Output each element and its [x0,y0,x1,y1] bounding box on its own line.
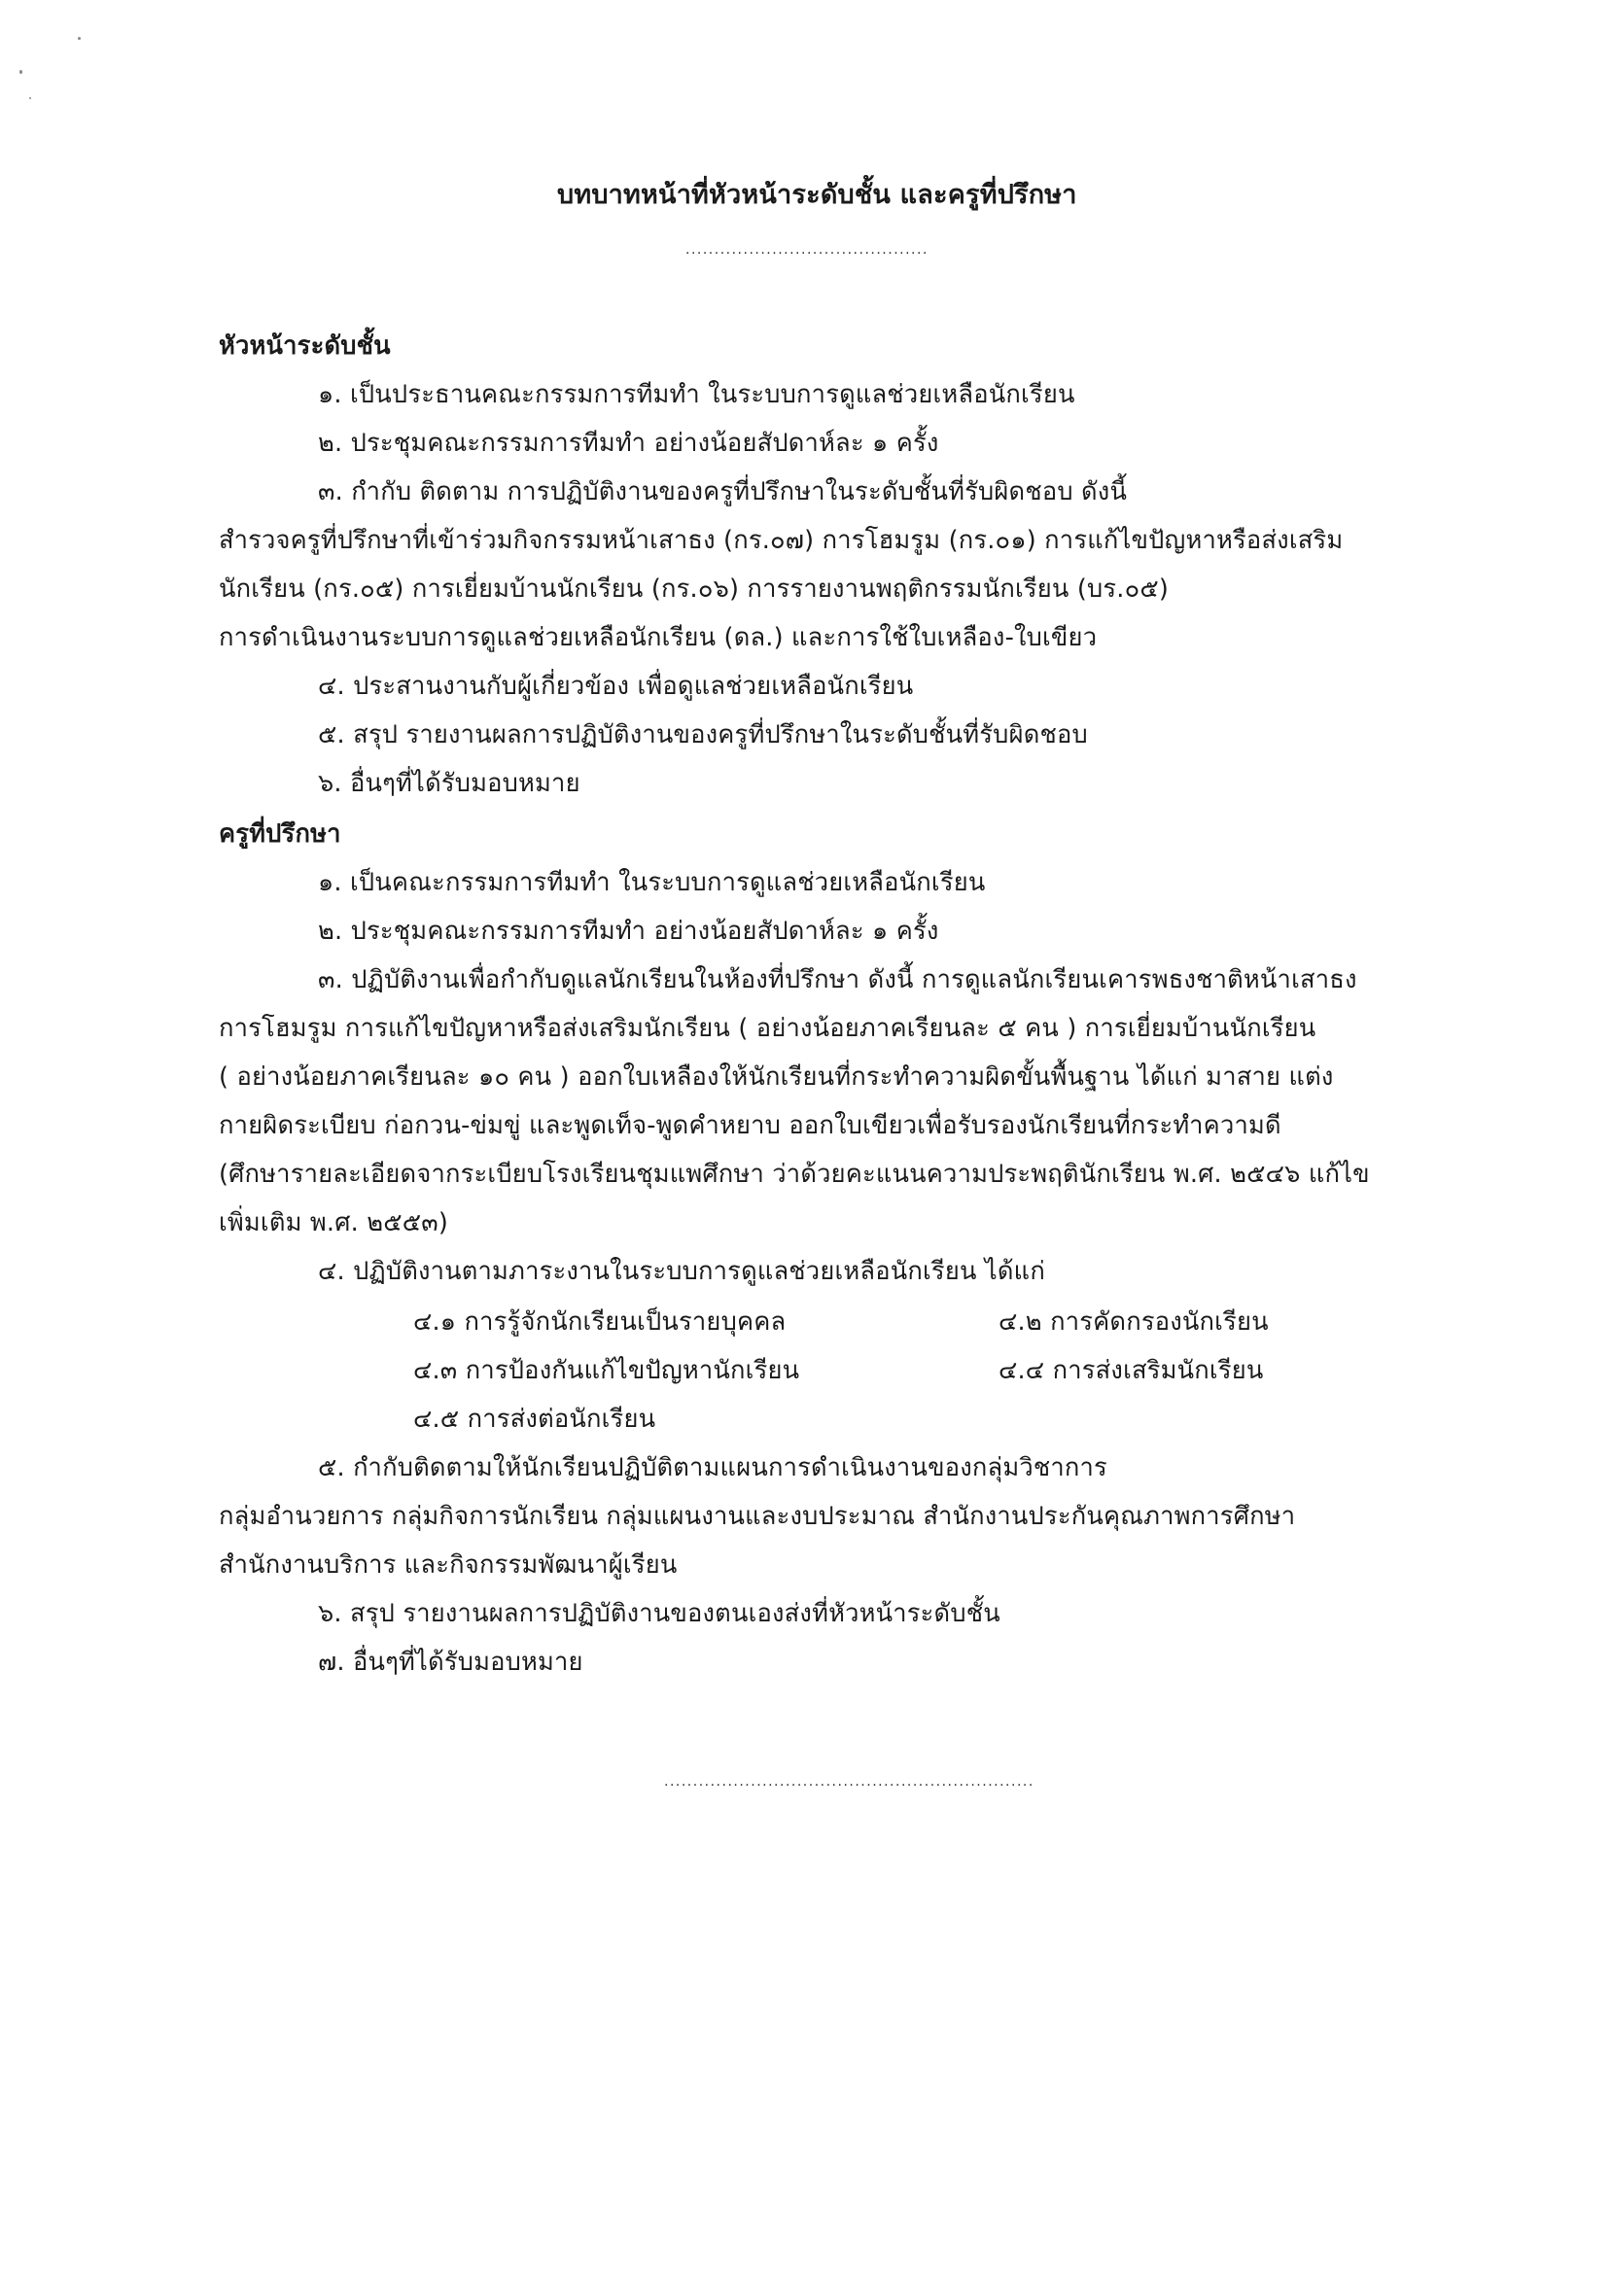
list-item: ๒. ประชุมคณะกรรมการทีมทำ อย่างน้อยสัปดาห์ละ ๑ ครั้ง [318,917,939,946]
list-item-continuation: การโฮมรูม การแก้ไขปัญหาหรือส่งเสริมนักเรียน ( อย่างน้อยภาคเรียนละ ๕ คน ) การเยี่ยมบ้านนักเรียน [219,1014,1316,1043]
sub-item: ๔.๔ การส่งเสริมนักเรียน [999,1356,1264,1385]
list-item: ๔. ประสานงานกับผู้เกี่ยวข้อง เพื่อดูแลช่วยเหลือนักเรียน [318,672,914,701]
scan-speck [19,70,22,74]
list-item-continuation: สำรวจครูที่ปรึกษาที่เข้าร่วมกิจกรรมหน้าเสาธง (กร.๐๗) การโฮมรูม (กร.๐๑) การแก้ไขปัญหาหรือส่งเสริม [219,526,1344,555]
list-item-continuation: เพิ่มเติม พ.ศ. ๒๕๕๓) [219,1208,449,1237]
sub-item: ๔.๕ การส่งต่อนักเรียน [413,1405,656,1434]
list-item-continuation: ( อย่างน้อยภาคเรียนละ ๑๐ คน ) ออกใบเหลืองให้นักเรียนที่กระทำความผิดขั้นพื้นฐาน ได้แก่ มาสาย แต่ง [219,1062,1334,1092]
list-item: ๗. อื่นๆที่ได้รับมอบหมาย [318,1648,583,1677]
list-item: ๒. ประชุมคณะกรรมการทีมทำ อย่างน้อยสัปดาห์ละ ๑ ครั้ง [318,429,939,458]
list-item: ๕. สรุป รายงานผลการปฏิบัติงานของครูที่ปรึกษาในระดับชั้นที่รับผิดชอบ [318,720,1088,749]
page-title: บทบาทหน้าที่หัวหน้าระดับชั้น และครูที่ปรึกษา [557,180,1077,210]
list-item-continuation: (ศึกษารายละเอียดจากระเบียบโรงเรียนชุมแพศึกษา ว่าด้วยคะแนนความประพฤตินักเรียน พ.ศ. ๒๕๔๖ แก้ไข [219,1160,1370,1189]
sub-item: ๔.๒ การคัดกรองนักเรียน [999,1307,1269,1337]
list-item: ๓. กำกับ ติดตาม การปฏิบัติงานของครูที่ปรึกษาในระดับชั้นที่รับผิดชอบ ดังนี้ [318,477,1128,506]
list-item: ๔. ปฏิบัติงานตามภาระงานในระบบการดูแลช่วยเหลือนักเรียน ได้แก่ [318,1257,1045,1286]
list-item-continuation: กลุ่มอำนวยการ กลุ่มกิจการนักเรียน กลุ่มแผนงานและงบประมาณ สำนักงานประกันคุณภาพการศึกษา [219,1502,1296,1531]
list-item-continuation: นักเรียน (กร.๐๕) การเยี่ยมบ้านนักเรียน (กร.๐๖) การรายงานพฤติกรรมนักเรียน (บร.๐๕) [219,574,1169,604]
list-item-continuation: สำนักงานบริการ และกิจกรรมพัฒนาผู้เรียน [219,1550,678,1580]
list-item: ๑. เป็นคณะกรรมการทีมทำ ในระบบการดูแลช่วยเหลือนักเรียน [318,868,986,897]
list-item: ๖. สรุป รายงานผลการปฏิบัติงานของตนเองส่งที่หัวหน้าระดับชั้น [318,1599,1000,1628]
list-item-continuation: การดำเนินงานระบบการดูแลช่วยเหลือนักเรียน (ดล.) และการใช้ใบเหลือง-ใบเขียว [219,623,1098,652]
sub-item: ๔.๑ การรู้จักนักเรียนเป็นรายบุคคล [413,1307,787,1337]
heading-grade-head: หัวหน้าระดับชั้น [219,331,391,361]
sub-item: ๔.๓ การป้องกันแก้ไขปัญหานักเรียน [413,1356,800,1385]
scan-speck [29,97,31,99]
list-item-continuation: กายผิดระเบียบ ก่อกวน-ข่มขู่ และพูดเท็จ-พูดคำหยาบ ออกใบเขียวเพื่อรับรองนักเรียนที่กระทำความดี [219,1111,1281,1140]
scan-speck [78,37,81,40]
list-item: ๕. กำกับติดตามให้นักเรียนปฏิบัติตามแผนการดำเนินงานของกลุ่มวิชาการ [318,1453,1107,1482]
title-separator: .......................................... [685,242,929,258]
end-separator: ................................................................ [664,1774,1034,1790]
heading-advisor: ครูที่ปรึกษา [219,819,341,849]
list-item: ๑. เป็นประธานคณะกรรมการทีมทำ ในระบบการดูแลช่วยเหลือนักเรียน [318,380,1075,409]
list-item: ๓. ปฏิบัติงานเพื่อกำกับดูแลนักเรียนในห้องที่ปรึกษา ดังนี้ การดูแลนักเรียนเคารพธงชาติหน้าเสาธง [318,965,1357,994]
list-item: ๖. อื่นๆที่ได้รับมอบหมาย [318,769,580,798]
